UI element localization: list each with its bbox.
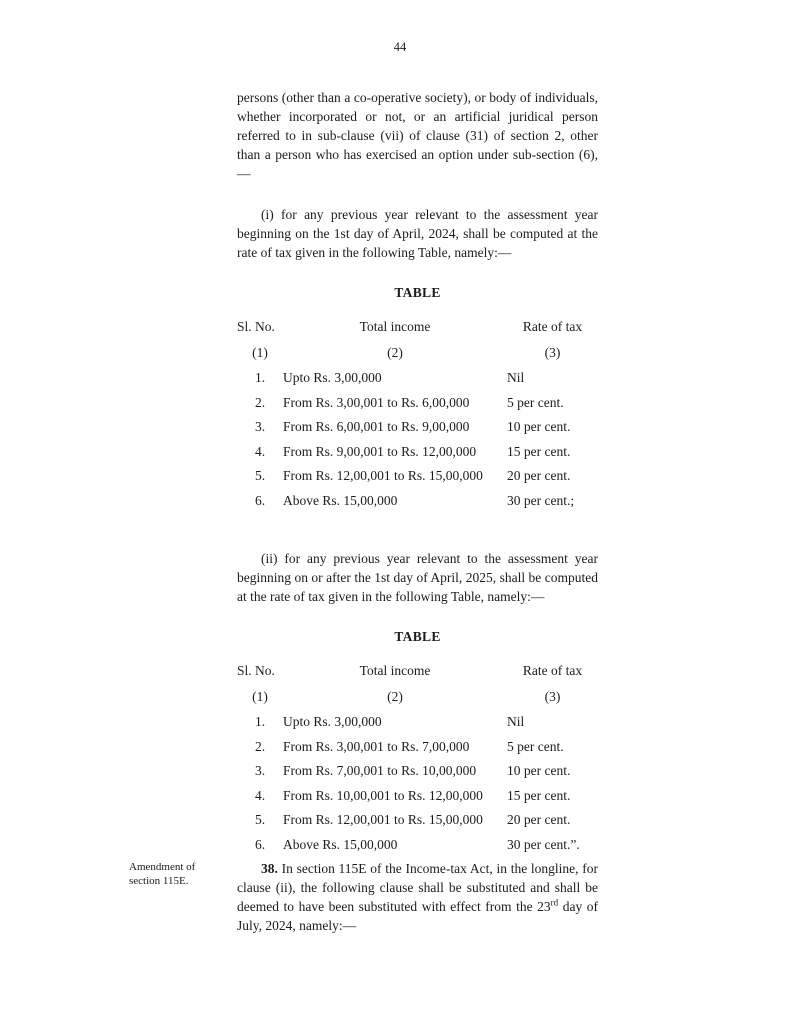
table-cell-sl: 1. (254, 714, 266, 729)
table-cell-income: From Rs. 7,00,001 to Rs. 10,00,000 (283, 763, 477, 778)
table-cell-sl: 3. (254, 763, 266, 778)
table-cell-sl: 4. (254, 443, 266, 459)
paragraph-section-38 (129, 859, 599, 935)
margin-note-amendment (129, 861, 221, 888)
table-cell-sl: 4. (254, 787, 266, 803)
table-col-num-1: (1) (252, 345, 268, 360)
table-row (237, 442, 598, 461)
table-row (237, 786, 598, 805)
table-header-sl-no: Sl. No. (237, 319, 275, 334)
table-header-total-income: Total income (359, 663, 431, 678)
paragraph-intro: persons (other than a co-operative society), or body of individuals, whether incorporated or not, or an artificial juridical person referred to in sub-clause (vii) of clause (31) of section 2, other than a person who has exercised an option under sub-section (6),— (237, 90, 598, 181)
table-cell-sl: 6. (254, 492, 266, 508)
table-cell-rate: 20 per cent. (507, 468, 571, 483)
table-cell-rate: Nil (507, 714, 525, 729)
table-column-number-row (237, 687, 598, 706)
table-row (237, 810, 598, 829)
table-cell-income: From Rs. 12,00,001 to Rs. 15,00,000 (283, 812, 483, 827)
section-38-text: In section 115E of the Income-tax Act, in the longline, for clause (ii), the following clause shall be substituted and shall be deemed to have been substituted with effect from the 23 (237, 861, 599, 914)
table-row (237, 417, 598, 436)
section-number: 38. (261, 861, 278, 876)
margin-note-line-2: section 115E. (129, 874, 189, 887)
table-cell-sl: 6. (254, 836, 266, 852)
table-cell-rate: 15 per cent. (507, 443, 571, 459)
table-cell-rate: 30 per cent.; (507, 492, 575, 508)
table-cell-rate: 30 per cent.”. (507, 836, 580, 852)
spacer (237, 515, 598, 527)
table-col-num-1: (1) (252, 689, 268, 704)
table-cell-sl: 5. (254, 812, 266, 827)
table-row (237, 491, 598, 510)
tax-table-2 (237, 661, 598, 854)
table-cell-income: Above Rs. 15,00,000 (283, 836, 398, 852)
table-row (237, 712, 598, 731)
table-2-title: TABLE (394, 629, 441, 644)
table-row (237, 368, 598, 387)
table-cell-rate: Nil (507, 370, 525, 385)
tax-table-1 (237, 317, 598, 510)
paragraph-clause-i: (i) for any previous year relevant to the assessment year beginning on the 1st day of April, 2024, shall be computed at the rate of tax given in the following Table, namely:— (237, 207, 598, 260)
table-header-row (237, 317, 598, 336)
table-col-num-3: (3) (544, 689, 561, 704)
table-cell-income: From Rs. 9,00,001 to Rs. 12,00,000 (283, 443, 477, 459)
table-cell-sl: 2. (254, 738, 266, 754)
table-row (237, 393, 598, 412)
table-cell-income: From Rs. 12,00,001 to Rs. 15,00,000 (283, 468, 483, 483)
table-col-num-3: (3) (544, 345, 561, 360)
table-cell-income: From Rs. 6,00,001 to Rs. 9,00,000 (283, 419, 470, 434)
table-header-rate-of-tax: Rate of tax (522, 663, 583, 678)
table-cell-sl: 1. (254, 370, 266, 385)
ordinal-superscript: rd (550, 897, 559, 908)
table-column-number-row (237, 343, 598, 362)
margin-note-line-1: Amendment of (129, 861, 196, 873)
table-cell-income: From Rs. 3,00,001 to Rs. 7,00,000 (283, 738, 470, 754)
paragraph-clause-ii: (ii) for any previous year relevant to the assessment year beginning on or after the 1st day of April, 2025, shall be computed at the rate of tax given in the following Table, namely:— (237, 551, 598, 604)
table-cell-rate: 5 per cent. (507, 738, 564, 754)
table-cell-sl: 5. (254, 468, 266, 483)
table-cell-rate: 5 per cent. (507, 394, 564, 410)
table-cell-sl: 3. (254, 419, 266, 434)
table-cell-income: Upto Rs. 3,00,000 (283, 714, 382, 729)
table-cell-income: Above Rs. 15,00,000 (283, 492, 398, 508)
section-38-text-end: day of July, 2024, namely:— (237, 899, 598, 933)
table-cell-income: Upto Rs. 3,00,000 (283, 370, 382, 385)
table-cell-rate: 10 per cent. (507, 419, 571, 434)
table-cell-sl: 2. (254, 394, 266, 410)
main-text-column (129, 88, 599, 935)
table-row (237, 835, 598, 854)
table-header-rate-of-tax: Rate of tax (522, 319, 583, 334)
table-cell-income: From Rs. 3,00,001 to Rs. 6,00,000 (283, 394, 470, 410)
table-1-title: TABLE (394, 285, 441, 300)
table-row (237, 737, 598, 756)
page-number: 44 (393, 40, 407, 54)
table-cell-rate: 10 per cent. (507, 763, 571, 778)
table-cell-rate: 15 per cent. (507, 787, 571, 803)
table-header-total-income: Total income (359, 319, 431, 334)
table-col-num-2: (2) (387, 345, 403, 360)
table-cell-income: From Rs. 10,00,001 to Rs. 12,00,000 (283, 787, 483, 803)
table-cell-rate: 20 per cent. (507, 812, 571, 827)
table-row (237, 466, 598, 485)
table-header-sl-no: Sl. No. (237, 663, 275, 678)
table-header-row (237, 661, 598, 680)
table-col-num-2: (2) (387, 689, 403, 704)
table-row (237, 761, 598, 780)
